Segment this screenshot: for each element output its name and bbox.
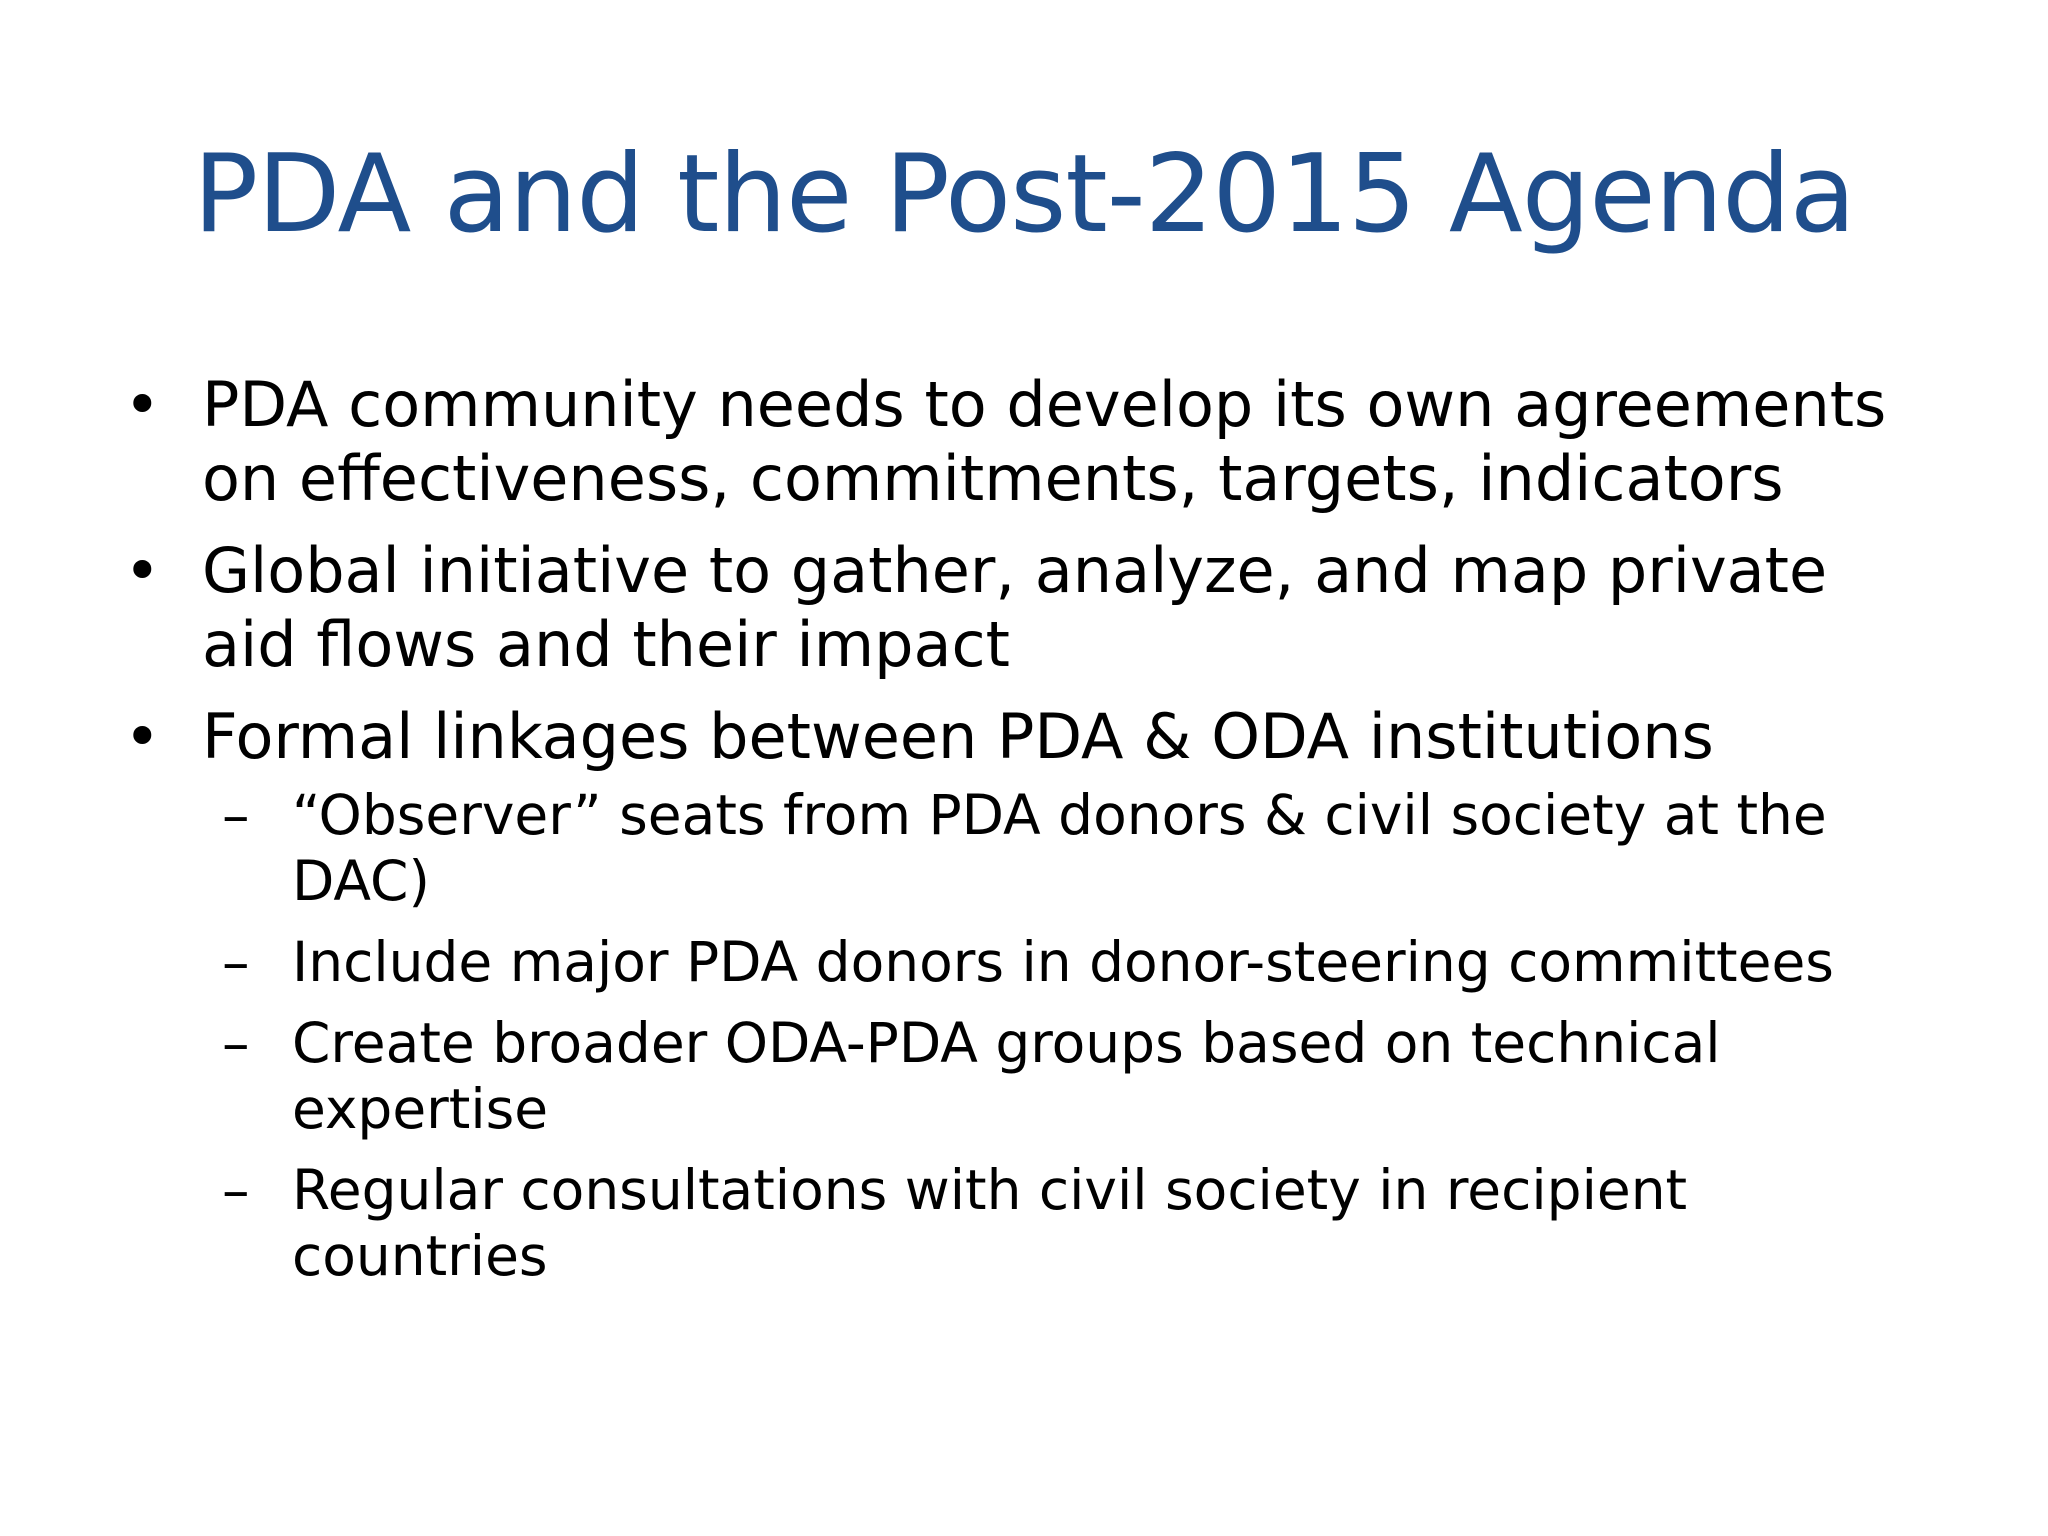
dash-icon: – [222, 783, 250, 847]
bullet-item [120, 700, 1940, 1289]
bullet-item [120, 368, 1940, 516]
sub-bullet-list [202, 782, 1940, 1289]
bullet-text: PDA community needs to develop its own agreements on effectiveness, commitments, targets, indicators [202, 368, 1887, 515]
sub-bullet-item [202, 1157, 1940, 1289]
bullet-icon: • [124, 700, 161, 773]
bullet-item [120, 534, 1940, 682]
slide-title: PDA and the Post-2015 Agenda [193, 132, 1855, 257]
slide-body [120, 368, 1940, 1307]
bullet-text: Global initiative to gather, analyze, and map private aid flows and their impact [202, 534, 1828, 681]
bullet-icon: • [124, 368, 161, 441]
sub-bullet-item [202, 929, 1940, 995]
sub-bullet-text: Regular consultations with civil society in recipient countries [292, 1158, 1688, 1288]
sub-bullet-text: “Observer” seats from PDA donors & civil society at the DAC) [292, 783, 1827, 913]
sub-bullet-item [202, 782, 1940, 914]
sub-bullet-text: Include major PDA donors in donor-steering committees [292, 930, 1834, 994]
dash-icon: – [222, 930, 250, 994]
bullet-icon: • [124, 534, 161, 607]
dash-icon: – [222, 1011, 250, 1075]
sub-bullet-text: Create broader ODA-PDA groups based on technical expertise [292, 1011, 1721, 1141]
bullet-text: Formal linkages between PDA & ODA institutions [202, 700, 1714, 773]
bullet-list [120, 368, 1940, 1289]
sub-bullet-item [202, 1010, 1940, 1142]
dash-icon: – [222, 1158, 250, 1222]
